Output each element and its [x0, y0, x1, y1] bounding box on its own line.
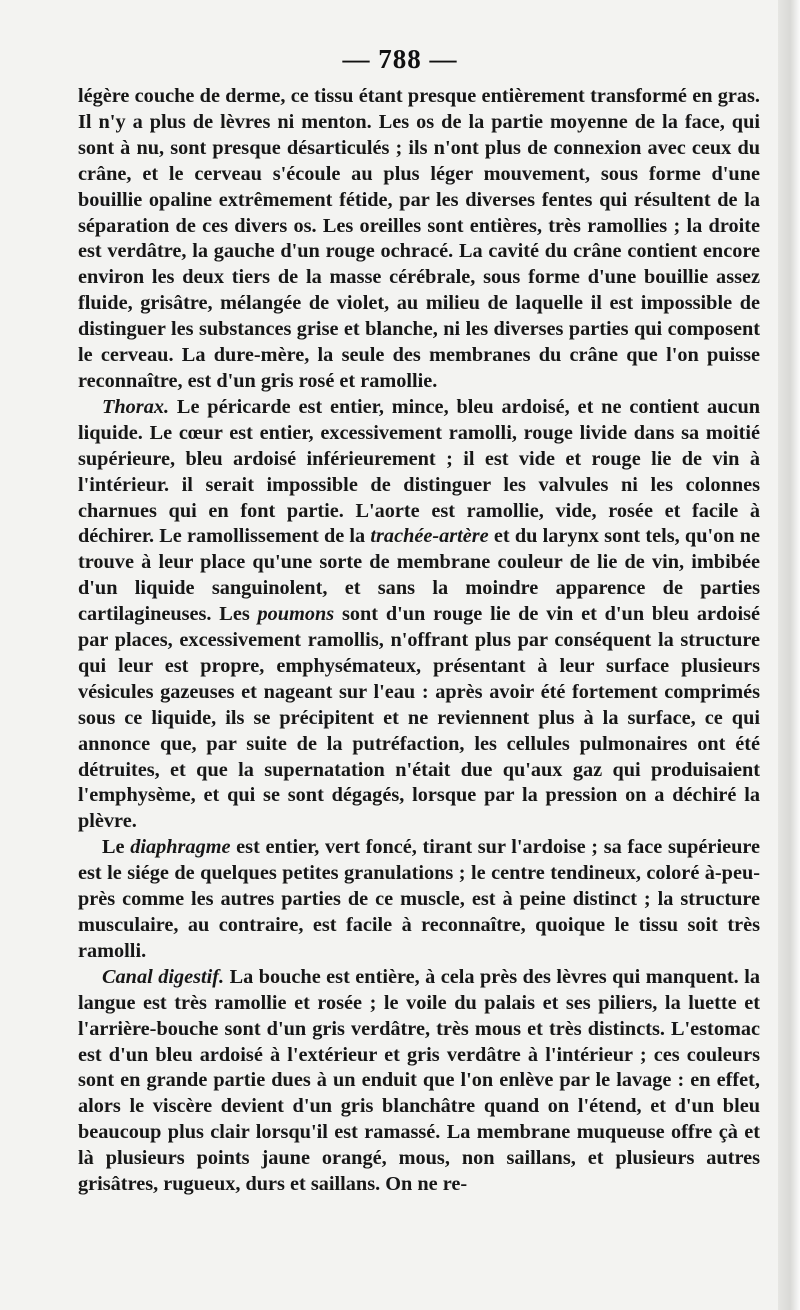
text-segment: Le	[102, 836, 131, 859]
text-segment: légère couche de derme, ce tissu étant presque entièrement transformé en gras. Il n'y a plus de lèvres ni menton. Les os de la partie moyenne de la face, qui sont à nu, sont presque désarticulés ; ils n'ont plus de connexion avec ceux du crâne, et le cerveau s'écoule au plus léger mouvement, sous forme d'une bouillie opaline extrêmement fétide, par les diverses fentes qui résultent de la séparation de ces divers os. Les oreilles sont entières, très ramollies ; la droite est verdâtre, la gauche d'un rouge ochracé. La cavité du crâne contient encore environ les deux tiers de la masse cérébrale, sous forme d'une bouillie assez fluide, grisâtre, mélangée de violet, au milieu de laquelle il est impossible de distinguer les substances grise et blanche, ni les diverses parties qui composent le cerveau. La dure-mère, la seule des membranes du crâne que l'on puisse reconnaître, est d'un gris rosé et ramollie.	[78, 85, 760, 392]
term-diaphragme: diaphragme	[130, 836, 231, 859]
page-number: — 788 —	[342, 44, 458, 74]
text-segment: Le péricarde est entier, mince, bleu ardoisé, et ne contient aucun liquide. Le cœur est entier, excessivement ramolli, rouge livide dans sa moitié supérieure, bleu ardoisé inférieurement ; il est vide et rouge lie de vin à l'intérieur. il serait impossible de distinguer les valvules ni les colonnes charnues qui en font partie. L'aorte est ramollie, vide, rosée et facile à déchirer. Le ramollissement de la	[78, 395, 760, 548]
paragraph-canal-digestif	[78, 965, 760, 1198]
text-segment: La bouche est entière, à cela près des lèvres qui manquent. la langue est très ramollie et rosée ; le voile du palais et ses piliers, la luette et l'arrière-bouche sont d'un gris verdâtre, très mous et très distincts. L'estomac est d'un bleu ardoisé à l'extérieur et gris verdâtre à l'intérieur ; ces couleurs sont en grande partie dues à un enduit que l'on enlève par le lavage : en effet, alors le viscère devient d'un gris blanchâtre quand on l'étend, et d'un bleu beaucoup plus clair lorsqu'il est ramassé. La membrane muqueuse offre çà et là plusieurs points jaune orangé, mous, non saillans, et plusieurs autres grisâtres, rugueux, durs et saillans. On ne re-	[78, 965, 761, 1196]
body-text	[78, 84, 760, 1198]
section-heading-thorax: Thorax.	[102, 395, 170, 418]
text-segment: et du larynx sont tels, qu'on ne trouve à leur place qu'une sorte de membrane couleur de lie de vin, imbibée d'un liquide sanguinolent, et sans la moindre apparence de parties cartilagineuses. Les	[78, 525, 761, 626]
text-segment: sont d'un rouge lie de vin et d'un bleu ardoisé par places, excessivement ramollis, n'offrant plus par conséquent la structure qui leur est propre, emphysémateux, présentant à leur surface plusieurs vésicules gazeuses et nageant sur l'eau : après avoir été fortement comprimés sous ce liquide, ils se précipitent et ne reviennent plus à la surface, ce qui annonce que, par suite de la putréfaction, les cellules pulmonaires ont été détruites, et que la supernatation n'était due qu'aux gaz qui produisaient l'emphysème, et qui se sont dégagés, lorsque par la pression on a déchiré la plèvre.	[78, 603, 760, 833]
paragraph-head	[78, 84, 760, 395]
paragraph-thorax	[78, 395, 760, 835]
text-segment: est entier, vert foncé, tirant sur l'ardoise ; sa face supérieure est le siége de quelques petites granulations ; le centre tendineux, coloré à-peu-près comme les autres parties de ce muscle, est à peine distinct ; la structure musculaire, au contraire, est facile à reconnaître, quoique le tissu soit très ramolli.	[78, 836, 760, 962]
term-poumons: poumons	[257, 603, 335, 626]
term-trachee-artere: trachée-artère	[370, 525, 489, 548]
paragraph-diaphragme	[78, 835, 760, 965]
page-edge-shadow	[778, 0, 800, 1310]
section-heading-canal-digestif: Canal digestif.	[102, 965, 225, 988]
